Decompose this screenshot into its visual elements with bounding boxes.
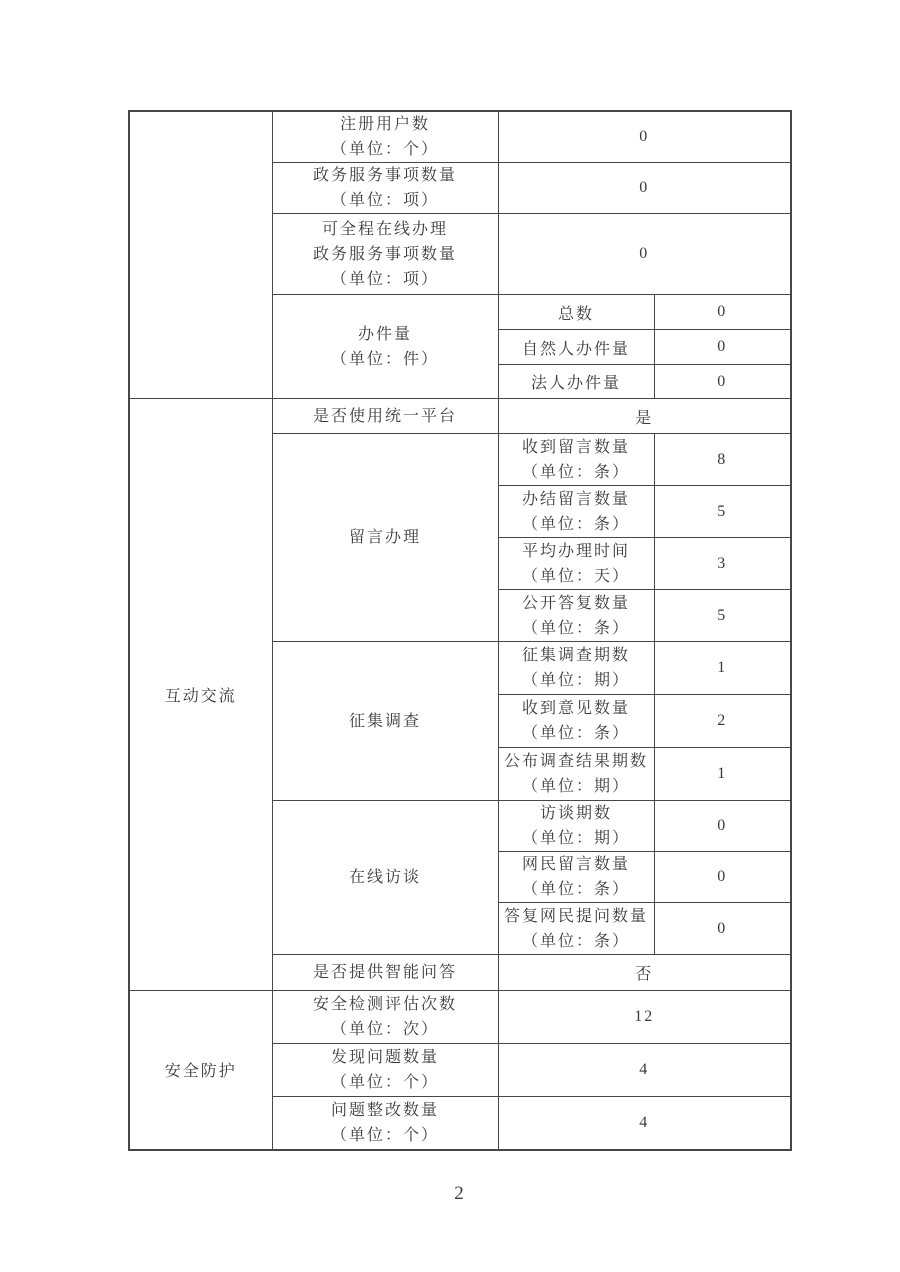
category-label: 安全防护 xyxy=(164,1063,237,1081)
metric-value: 1 xyxy=(654,642,791,695)
report-table xyxy=(128,110,792,1151)
metric-value: 0 xyxy=(654,295,791,330)
metric-value: 0 xyxy=(654,903,791,955)
metric-unit: （单位：条） xyxy=(521,932,630,950)
item-label-cell xyxy=(272,991,498,1044)
metric-label: 法人办件量 xyxy=(498,365,654,399)
item-label: 注册用户数 xyxy=(339,116,430,133)
item-label-cell xyxy=(272,955,498,991)
item-unit: （单位：件） xyxy=(330,350,439,368)
metric-unit: （单位：条） xyxy=(521,881,630,898)
item-label: 留言办理 xyxy=(348,529,421,546)
item-label: 发现问题数量 xyxy=(330,1049,439,1066)
item-label-cell xyxy=(272,1044,498,1097)
metric-label: 总数 xyxy=(498,295,654,330)
category-label: 互动交流 xyxy=(164,688,237,705)
item-label: 问题整改数量 xyxy=(330,1101,439,1119)
item-label: 在线访谈 xyxy=(348,869,421,886)
metric-label-cell xyxy=(498,695,654,748)
metric-label-cell xyxy=(498,642,654,695)
metric-unit: （单位：条） xyxy=(521,619,630,637)
item-unit: （单位：项） xyxy=(330,270,439,288)
metric-label: 公布调查结果期数 xyxy=(503,753,648,770)
item-unit: （单位：个） xyxy=(330,1074,439,1091)
metric-label-cell xyxy=(498,801,654,852)
table-row xyxy=(129,111,791,163)
metric-label: 访谈期数 xyxy=(539,805,612,822)
page-number: 2 xyxy=(454,1183,464,1204)
item-value: 4 xyxy=(498,1097,791,1150)
item-value: 0 xyxy=(498,163,791,214)
item-label: 政务服务事项数量 xyxy=(312,245,457,263)
item-value: 0 xyxy=(498,111,791,163)
metric-value: 8 xyxy=(654,434,791,486)
item-value: 0 xyxy=(498,214,791,295)
metric-unit: （单位：条） xyxy=(521,725,630,742)
item-label: 政务服务事项数量 xyxy=(312,167,457,184)
category-cell-empty xyxy=(129,111,272,399)
metric-value: 0 xyxy=(654,801,791,852)
table-row xyxy=(129,991,791,1044)
item-label-cell xyxy=(272,1097,498,1150)
item-label-cell xyxy=(272,163,498,214)
metric-label: 自然人办件量 xyxy=(498,330,654,365)
metric-value: 0 xyxy=(654,330,791,365)
item-label: 安全检测评估次数 xyxy=(312,996,457,1013)
item-unit: （单位：次） xyxy=(330,1021,439,1038)
item-unit: （单位：个） xyxy=(330,141,439,158)
metric-value: 2 xyxy=(654,695,791,748)
item-value: 4 xyxy=(498,1044,791,1097)
metric-label-cell xyxy=(498,538,654,590)
metric-label-cell xyxy=(498,748,654,801)
metric-label-cell xyxy=(498,852,654,903)
item-label-cell xyxy=(272,111,498,163)
item-label: 是否使用统一平台 xyxy=(312,407,457,425)
category-cell-security xyxy=(129,991,272,1150)
metric-unit: （单位：天） xyxy=(521,567,630,585)
metric-value: 5 xyxy=(654,486,791,538)
metric-label-cell xyxy=(498,590,654,642)
metric-value: 1 xyxy=(654,748,791,801)
table-row xyxy=(129,399,791,434)
item-label-cell xyxy=(272,214,498,295)
metric-label: 平均办理时间 xyxy=(521,542,630,560)
metric-value: 0 xyxy=(654,365,791,399)
metric-label: 公开答复数量 xyxy=(521,594,630,612)
metric-value: 3 xyxy=(654,538,791,590)
metric-value: 0 xyxy=(654,852,791,903)
item-label-cell xyxy=(272,295,498,399)
metric-unit: （单位：条） xyxy=(521,463,630,481)
metric-label: 征集调查期数 xyxy=(521,647,630,664)
item-label-cell xyxy=(272,399,498,434)
item-label: 是否提供智能问答 xyxy=(312,964,457,981)
item-label-cell xyxy=(272,801,498,955)
item-unit: （单位：个） xyxy=(330,1126,439,1144)
item-label: 可全程在线办理 xyxy=(321,220,448,238)
metric-label: 收到意见数量 xyxy=(521,700,630,717)
item-label-cell xyxy=(272,642,498,801)
item-unit: （单位：项） xyxy=(330,192,439,209)
item-value: 是 xyxy=(498,399,791,434)
metric-unit: （单位：期） xyxy=(521,778,630,795)
metric-unit: （单位：期） xyxy=(521,830,630,847)
metric-label: 收到留言数量 xyxy=(521,438,630,456)
metric-label-cell xyxy=(498,434,654,486)
metric-label: 网民留言数量 xyxy=(521,856,630,873)
metric-value: 5 xyxy=(654,590,791,642)
item-label-cell xyxy=(272,434,498,642)
item-label: 办件量 xyxy=(357,325,412,343)
metric-label: 答复网民提问数量 xyxy=(503,907,648,925)
item-value: 否 xyxy=(498,955,791,991)
metric-label-cell xyxy=(498,486,654,538)
metric-unit: （单位：条） xyxy=(521,515,630,533)
metric-label-cell xyxy=(498,903,654,955)
category-cell-interaction xyxy=(129,399,272,991)
metric-label: 办结留言数量 xyxy=(521,490,630,508)
metric-unit: （单位：期） xyxy=(521,672,630,689)
item-label: 征集调查 xyxy=(348,712,421,730)
item-value: 12 xyxy=(498,991,791,1044)
